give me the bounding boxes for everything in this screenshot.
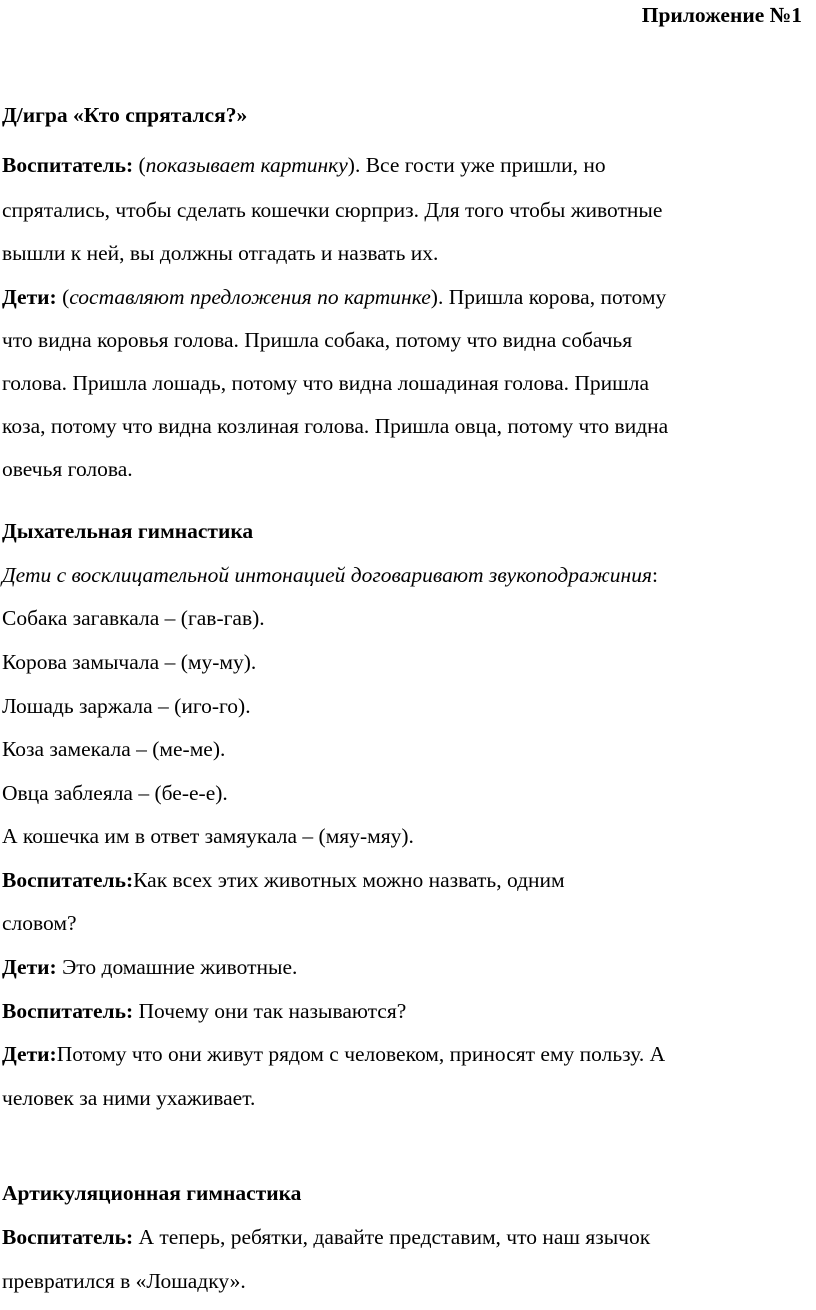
text-run: Потому что они живут рядом с человеком, приносят ему пользу. А — [56, 1042, 666, 1066]
sound-line-goat: Коза замекала – (ме-ме). — [2, 737, 226, 761]
teacher-question-2 — [2, 999, 808, 1023]
text-run: Как всех этих животных можно назвать, одним — [133, 868, 565, 892]
articulation-teacher-line-2: превратился в «Лошадку». — [2, 1269, 246, 1293]
articulation-title: Артикуляционная гимнастика — [2, 1181, 302, 1205]
speaker-teacher: Воспитатель: — [2, 153, 134, 177]
breathing-intro — [2, 563, 808, 587]
speaker-children: Дети: — [2, 1042, 57, 1066]
children-answer-1 — [2, 955, 808, 979]
text-run: Это домашние животные. — [56, 955, 298, 979]
children-answer-2 — [2, 1042, 808, 1066]
sound-line-dog: Собака загавкала – (гав-гав). — [2, 606, 265, 630]
children-line-2: что видна коровья голова. Пришла собака, потому что видна собачья — [2, 328, 633, 352]
teacher-line-2: спрятались, чтобы сделать кошечки сюрприз. Для того чтобы животные — [2, 198, 663, 222]
paren-open: ( — [56, 285, 70, 309]
breathing-intro-colon: : — [651, 563, 658, 587]
speaker-teacher: Воспитатель: — [2, 999, 134, 1023]
paren-close: ). — [430, 285, 444, 309]
children-line-3: голова. Пришла лошадь, потому что видна лошадиная голова. Пришла — [2, 371, 650, 395]
text-run: А теперь, ребятки, давайте представим, что наш язычок — [133, 1225, 651, 1249]
stage-direction: показывает картинку — [145, 153, 348, 177]
children-line-1 — [2, 285, 808, 309]
sound-line-cat: А кошечка им в ответ замяукала – (мяу-мяу). — [2, 824, 414, 848]
stage-direction: составляют предложения по картинке — [69, 285, 431, 309]
speaker-children: Дети: — [2, 955, 57, 979]
sound-line-sheep: Овца заблеяла – (бе-е-е). — [2, 781, 228, 805]
articulation-teacher-line-1 — [2, 1225, 808, 1249]
text-run: Почему они так называются? — [133, 999, 407, 1023]
game-title: Д/игра «Кто спрятался?» — [2, 103, 248, 127]
paren-open: ( — [133, 153, 146, 177]
children-answer-2-cont: человек за ними ухаживает. — [2, 1086, 256, 1110]
teacher-question-1-cont: словом? — [2, 911, 77, 935]
appendix-label: Приложение №1 — [641, 3, 802, 27]
teacher-line-3: вышли к ней, вы должны отгадать и назвать их. — [2, 241, 439, 265]
teacher-line-1 — [2, 153, 808, 177]
sound-line-horse: Лошадь заржала – (иго-го). — [2, 694, 251, 718]
text-run: Все гости уже пришли, но — [360, 153, 606, 177]
breathing-title: Дыхательная гимнастика — [2, 519, 254, 543]
children-line-4: коза, потому что видна козлиная голова. Пришла овца, потому что видна — [2, 414, 669, 438]
breathing-intro-text: Дети с восклицательной интонацией договаривают звукоподражиния — [2, 563, 652, 587]
speaker-children: Дети: — [2, 285, 57, 309]
speaker-teacher: Воспитатель: — [2, 1225, 134, 1249]
speaker-teacher: Воспитатель: — [2, 868, 134, 892]
children-line-5: овечья голова. — [2, 457, 133, 481]
paren-close: ). — [347, 153, 361, 177]
teacher-question-1 — [2, 868, 808, 892]
sound-line-cow: Корова замычала – (му-му). — [2, 650, 257, 674]
text-run: Пришла корова, потому — [443, 285, 667, 309]
